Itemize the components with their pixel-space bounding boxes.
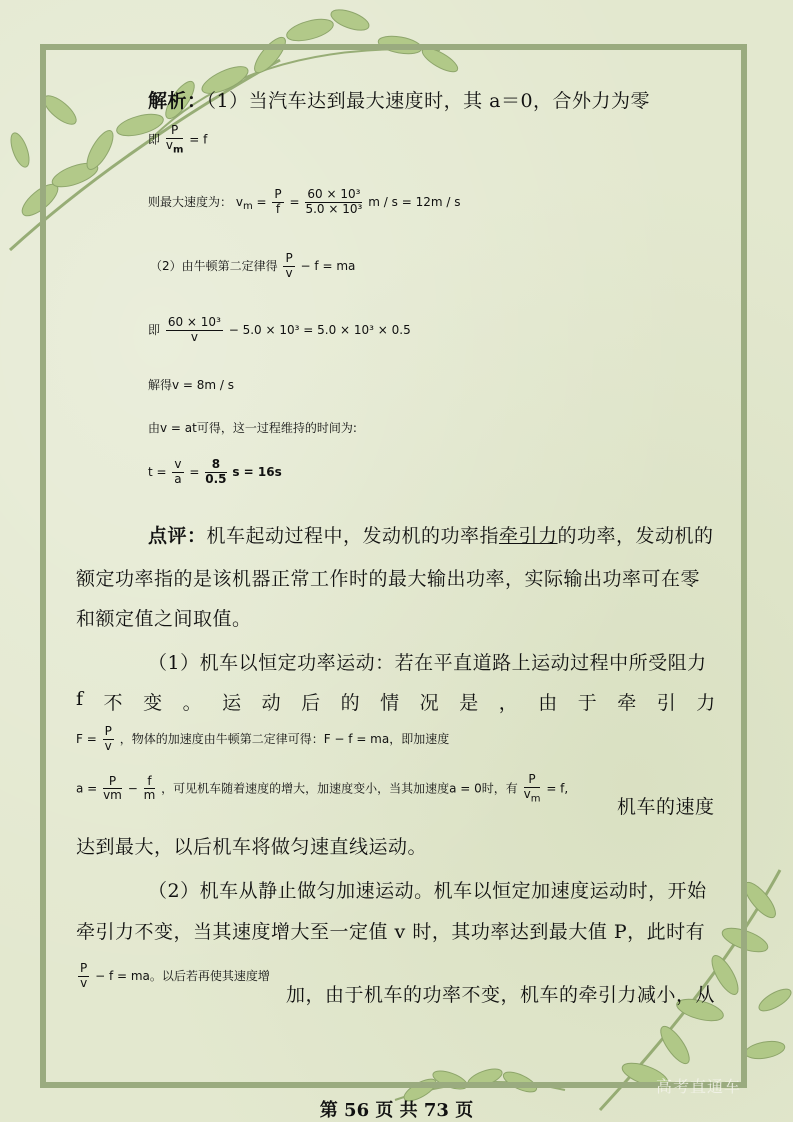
fraction: $\frac{P}{f}$ [274, 187, 282, 216]
comment-line-3: 和额定值之间取值。 [76, 608, 252, 630]
equation-1: 即 $\frac{P}{v_m}$ = f [148, 123, 208, 156]
fraction: $\frac{v}{a}$ [174, 457, 182, 486]
watermark: 高考直通车 [656, 1077, 742, 1096]
page-footer: 第 56 页 共 73 页 [319, 1100, 474, 1121]
spread-word: 引 [656, 692, 677, 714]
spread-word: f [76, 688, 84, 710]
comment-line-2: 额定功率指的是该机器正常工作时的最大输出功率，实际输出功率可在零 [76, 568, 701, 590]
paragraph-1-equation-1: F = $\frac{P}{v}$ ，物体的加速度由牛顿第二定律可得：F − f = ma，即加速度 [76, 724, 450, 753]
paragraph-1-line-2 [76, 688, 716, 715]
spread-word: 不 [103, 692, 124, 714]
spread-word: 牵 [617, 692, 637, 714]
spread-word: 况 [419, 692, 440, 714]
equation-4: 即 $\frac{\text{60 × 10³}}{v}$ − 5.0 × 10³ = 5.0 × 10³ × 0.5 [148, 315, 411, 344]
equation-6: 由v = at可得，这一过程维持的时间为: [148, 421, 357, 435]
paragraph-1-line-4-tail: 机车的速度 [617, 796, 715, 818]
spread-word: 由 [538, 692, 558, 714]
equation-5: 解得v = 8m / s [148, 378, 235, 392]
spread-word: 于 [577, 692, 598, 714]
spread-word: 力 [696, 692, 716, 714]
fraction: $\frac{P}{v_m}$ [165, 123, 184, 156]
fraction: $\frac{8}{0.5}$ [205, 457, 227, 486]
fraction: $\frac{\text{60 × 10³}}{v}$ [167, 315, 221, 344]
paragraph-2-line-2: 牵引力不变，当其速度增大至一定值 v 时，其功率达到最大值 P，此时有 [76, 921, 706, 943]
fraction: $\frac{\text{60 × 10³}}{\text{5.0 × 10³}}$ [305, 187, 363, 216]
comment-label: 点评： [148, 525, 207, 547]
spread-word: 是 [459, 692, 479, 714]
spread-word: 动 [261, 692, 282, 714]
spread-word: 后 [301, 692, 321, 714]
paragraph-1-line-5: 达到最大，以后机车将做匀速直线运动。 [76, 836, 428, 858]
paragraph-1-equation-2: a = $\frac{P}{vm}$ − $\frac{f}{m}$ ，可见机车随着速度的增大，加速度变小，当其加速度a = 0时，有 $\frac{P}{v_m}$ = f, [76, 772, 569, 805]
fraction: $\frac{P}{v_m}$ [523, 772, 541, 805]
equation-7: t = $\frac{v}{a}$ = $\frac{8}{0.5}$ s = 16s [148, 457, 282, 486]
paragraph-2-line-1: （2）机车从静止做匀加速运动。机车以恒定加速度运动时，开始 [148, 880, 707, 902]
fraction: $\frac{P}{v}$ [80, 961, 88, 990]
fraction: $\frac{f}{m}$ [143, 773, 156, 803]
comment-line-1: 点评：机车起动过程中，发动机的功率指牵引力的功率，发动机的 [148, 525, 714, 547]
fraction: $\frac{P}{vm}$ [103, 773, 122, 803]
spread-word: 。 [182, 692, 203, 714]
spread-word: 变 [143, 692, 163, 714]
spread-word: ， [498, 692, 519, 714]
paragraph-2-equation: $\frac{P}{v}$ − f = ma。以后若再使其速度增 [80, 961, 270, 990]
fraction: $\frac{P}{v}$ [104, 724, 112, 753]
equation-2: 则最大速度为： $v_m$ = $\frac{P}{f}$ = $\frac{\text{60 × 10³}}{\text{5.0 × 10³}}$ m / s = 12m / s [148, 187, 461, 216]
fraction: $\frac{P}{v}$ [285, 251, 293, 280]
analysis-line-1: （1）当汽车达到最大速度时，其 a＝0，合外力为零 [206, 90, 651, 112]
spread-word: 情 [380, 692, 400, 714]
spread-word: 的 [340, 692, 361, 714]
paragraph-2-line-3-tail: 加，由于机车的功率不变，机车的牵引力减小，从 [286, 984, 716, 1006]
spread-word: 运 [222, 692, 242, 714]
equation-3: （2）由牛顿第二定律得 $\frac{P}{v}$ − f = ma [150, 251, 356, 280]
paragraph-1-line-1: （1）机车以恒定功率运动：若在平直道路上运动过程中所受阻力 [148, 652, 707, 674]
analysis-heading-line [148, 86, 650, 113]
analysis-label: 解析： [148, 90, 207, 112]
